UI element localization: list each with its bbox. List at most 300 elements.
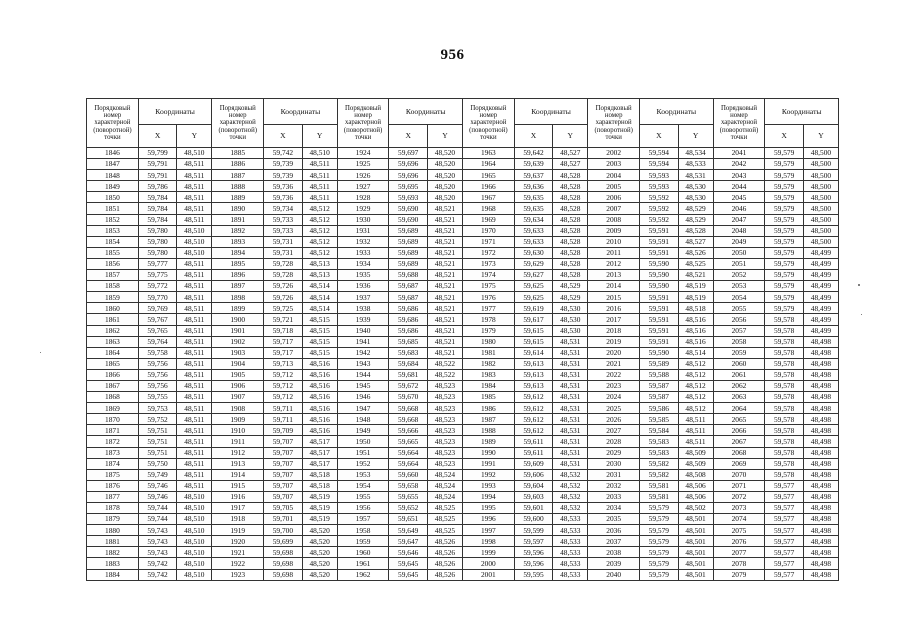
y-coordinate-cell: 48,511 <box>177 458 212 469</box>
point-number-cell: 1942 <box>337 347 389 358</box>
y-coordinate-cell: 48,521 <box>427 225 462 236</box>
point-number-cell: 1857 <box>87 270 139 281</box>
x-coordinate-cell: 59,578 <box>765 380 803 391</box>
x-coordinate-cell: 59,651 <box>389 514 427 525</box>
x-coordinate-cell: 59,743 <box>138 536 176 547</box>
table-row <box>87 436 839 447</box>
point-number-cell: 1894 <box>212 247 264 258</box>
point-number-cell: 2012 <box>588 258 640 269</box>
point-number-cell: 1976 <box>462 292 514 303</box>
table-row <box>87 192 839 203</box>
point-number-cell: 1913 <box>212 458 264 469</box>
y-coordinate-cell: 48,526 <box>427 569 462 580</box>
point-number-cell: 2079 <box>713 569 765 580</box>
x-coordinate-cell: 59,664 <box>389 447 427 458</box>
x-coordinate-cell: 59,579 <box>765 214 803 225</box>
y-coordinate-cell: 48,516 <box>678 325 713 336</box>
point-number-cell: 1983 <box>462 369 514 380</box>
y-coordinate-cell: 48,513 <box>302 270 337 281</box>
coordinates-header: Координаты <box>264 99 337 125</box>
x-coordinate-cell: 59,666 <box>389 425 427 436</box>
y-coordinate-cell: 48,516 <box>302 414 337 425</box>
point-number-cell: 1864 <box>87 347 139 358</box>
point-number-cell: 2014 <box>588 281 640 292</box>
x-coordinate-cell: 59,746 <box>138 491 176 502</box>
point-number-cell: 1861 <box>87 314 139 325</box>
point-number-cell: 1958 <box>337 525 389 536</box>
point-number-cell: 1862 <box>87 325 139 336</box>
y-coordinate-cell: 48,509 <box>678 447 713 458</box>
y-coordinate-cell: 48,511 <box>177 303 212 314</box>
y-header: Y <box>678 125 713 148</box>
point-number-cell: 1912 <box>212 447 264 458</box>
x-coordinate-cell: 59,645 <box>389 569 427 580</box>
y-coordinate-cell: 48,528 <box>553 181 588 192</box>
x-coordinate-cell: 59,578 <box>765 458 803 469</box>
y-coordinate-cell: 48,530 <box>553 314 588 325</box>
x-coordinate-cell: 59,645 <box>389 558 427 569</box>
y-coordinate-cell: 48,498 <box>803 369 838 380</box>
x-coordinate-cell: 59,577 <box>765 536 803 547</box>
table-row <box>87 536 839 547</box>
y-coordinate-cell: 48,521 <box>427 236 462 247</box>
x-coordinate-cell: 59,579 <box>765 292 803 303</box>
point-number-cell: 1852 <box>87 214 139 225</box>
y-coordinate-cell: 48,511 <box>302 181 337 192</box>
point-number-cell: 1856 <box>87 258 139 269</box>
x-coordinate-cell: 59,604 <box>514 480 552 491</box>
table-body <box>87 148 839 581</box>
x-coordinate-cell: 59,581 <box>640 480 678 491</box>
y-coordinate-cell: 48,501 <box>678 558 713 569</box>
y-coordinate-cell: 48,531 <box>553 369 588 380</box>
x-coordinate-cell: 59,687 <box>389 292 427 303</box>
point-number-cell: 1948 <box>337 414 389 425</box>
x-coordinate-cell: 59,672 <box>389 380 427 391</box>
x-coordinate-cell: 59,579 <box>765 170 803 181</box>
x-coordinate-cell: 59,670 <box>389 392 427 403</box>
y-coordinate-cell: 48,508 <box>678 469 713 480</box>
y-coordinate-cell: 48,521 <box>427 292 462 303</box>
point-number-cell: 1884 <box>87 569 139 580</box>
x-coordinate-cell: 59,698 <box>264 558 302 569</box>
y-coordinate-cell: 48,500 <box>803 203 838 214</box>
y-coordinate-cell: 48,510 <box>177 547 212 558</box>
y-coordinate-cell: 48,511 <box>177 203 212 214</box>
y-coordinate-cell: 48,527 <box>553 159 588 170</box>
y-coordinate-cell: 48,521 <box>427 203 462 214</box>
x-coordinate-cell: 59,592 <box>640 214 678 225</box>
point-number-cell: 2072 <box>713 491 765 502</box>
point-number-cell: 2058 <box>713 336 765 347</box>
y-coordinate-cell: 48,510 <box>177 148 212 159</box>
point-number-cell: 1981 <box>462 347 514 358</box>
point-number-cell: 2040 <box>588 569 640 580</box>
x-coordinate-cell: 59,591 <box>640 336 678 347</box>
point-number-cell: 2064 <box>713 403 765 414</box>
x-coordinate-cell: 59,712 <box>264 369 302 380</box>
x-coordinate-cell: 59,686 <box>389 314 427 325</box>
point-number-cell: 1860 <box>87 303 139 314</box>
y-header: Y <box>427 125 462 148</box>
x-coordinate-cell: 59,690 <box>389 203 427 214</box>
x-coordinate-cell: 59,629 <box>514 258 552 269</box>
point-number-cell: 1868 <box>87 392 139 403</box>
x-coordinate-cell: 59,589 <box>640 358 678 369</box>
y-coordinate-cell: 48,498 <box>803 436 838 447</box>
x-coordinate-cell: 59,751 <box>138 436 176 447</box>
y-coordinate-cell: 48,512 <box>678 380 713 391</box>
point-number-cell: 2063 <box>713 392 765 403</box>
coordinates-header: Координаты <box>640 99 713 125</box>
x-coordinate-cell: 59,582 <box>640 469 678 480</box>
x-coordinate-cell: 59,600 <box>514 514 552 525</box>
y-coordinate-cell: 48,509 <box>678 458 713 469</box>
y-coordinate-cell: 48,511 <box>177 314 212 325</box>
point-number-cell: 1996 <box>462 514 514 525</box>
y-coordinate-cell: 48,516 <box>302 380 337 391</box>
y-coordinate-cell: 48,528 <box>553 225 588 236</box>
y-coordinate-cell: 48,514 <box>302 281 337 292</box>
point-number-cell: 1926 <box>337 170 389 181</box>
y-coordinate-cell: 48,511 <box>177 436 212 447</box>
x-coordinate-cell: 59,591 <box>640 325 678 336</box>
x-header: X <box>264 125 302 148</box>
table-row <box>87 569 839 580</box>
point-number-cell: 2026 <box>588 414 640 425</box>
x-coordinate-cell: 59,578 <box>765 469 803 480</box>
y-coordinate-cell: 48,501 <box>678 525 713 536</box>
x-coordinate-cell: 59,668 <box>389 403 427 414</box>
x-coordinate-cell: 59,582 <box>640 458 678 469</box>
x-coordinate-cell: 59,784 <box>138 203 176 214</box>
point-number-cell: 1977 <box>462 303 514 314</box>
x-coordinate-cell: 59,578 <box>765 447 803 458</box>
x-coordinate-cell: 59,579 <box>640 569 678 580</box>
point-number-cell: 1963 <box>462 148 514 159</box>
y-coordinate-cell: 48,512 <box>678 358 713 369</box>
y-coordinate-cell: 48,511 <box>177 281 212 292</box>
point-number-cell: 1890 <box>212 203 264 214</box>
y-coordinate-cell: 48,517 <box>302 458 337 469</box>
y-coordinate-cell: 48,500 <box>803 181 838 192</box>
point-number-cell: 1933 <box>337 247 389 258</box>
x-coordinate-cell: 59,726 <box>264 292 302 303</box>
x-coordinate-cell: 59,770 <box>138 292 176 303</box>
x-coordinate-cell: 59,578 <box>765 314 803 325</box>
x-coordinate-cell: 59,751 <box>138 447 176 458</box>
x-coordinate-cell: 59,721 <box>264 314 302 325</box>
y-coordinate-cell: 48,520 <box>427 192 462 203</box>
point-number-cell: 2061 <box>713 369 765 380</box>
point-number-cell: 1934 <box>337 258 389 269</box>
y-coordinate-cell: 48,525 <box>678 258 713 269</box>
point-number-cell: 2018 <box>588 325 640 336</box>
y-coordinate-cell: 48,522 <box>427 358 462 369</box>
y-coordinate-cell: 48,530 <box>553 325 588 336</box>
y-coordinate-cell: 48,531 <box>553 414 588 425</box>
x-coordinate-cell: 59,734 <box>264 203 302 214</box>
x-coordinate-cell: 59,658 <box>389 480 427 491</box>
x-coordinate-cell: 59,705 <box>264 503 302 514</box>
y-coordinate-cell: 48,500 <box>803 236 838 247</box>
y-coordinate-cell: 48,521 <box>427 303 462 314</box>
y-coordinate-cell: 48,511 <box>177 392 212 403</box>
x-coordinate-cell: 59,746 <box>138 480 176 491</box>
y-coordinate-cell: 48,515 <box>302 347 337 358</box>
x-coordinate-cell: 59,707 <box>264 447 302 458</box>
y-coordinate-cell: 48,498 <box>803 558 838 569</box>
point-number-cell: 1914 <box>212 469 264 480</box>
point-number-cell: 2008 <box>588 214 640 225</box>
x-coordinate-cell: 59,590 <box>640 281 678 292</box>
y-coordinate-cell: 48,516 <box>678 314 713 325</box>
y-coordinate-cell: 48,529 <box>678 214 713 225</box>
y-coordinate-cell: 48,511 <box>678 425 713 436</box>
point-number-cell: 1941 <box>337 336 389 347</box>
point-number-cell: 2043 <box>713 170 765 181</box>
point-number-cell: 1875 <box>87 469 139 480</box>
y-coordinate-cell: 48,524 <box>427 469 462 480</box>
x-coordinate-cell: 59,786 <box>138 181 176 192</box>
table-row <box>87 181 839 192</box>
point-number-cell: 2030 <box>588 458 640 469</box>
y-coordinate-cell: 48,517 <box>302 436 337 447</box>
point-number-header: Порядковый номер характерной (поворотной) точки <box>713 99 765 148</box>
point-number-cell: 2055 <box>713 303 765 314</box>
y-coordinate-cell: 48,511 <box>177 480 212 491</box>
point-number-cell: 1974 <box>462 270 514 281</box>
x-coordinate-cell: 59,579 <box>765 225 803 236</box>
x-header: X <box>640 125 678 148</box>
y-coordinate-cell: 48,498 <box>803 525 838 536</box>
table-row <box>87 247 839 258</box>
point-number-cell: 1990 <box>462 447 514 458</box>
y-coordinate-cell: 48,498 <box>803 469 838 480</box>
y-coordinate-cell: 48,506 <box>678 480 713 491</box>
point-number-cell: 1916 <box>212 491 264 502</box>
point-number-cell: 1944 <box>337 369 389 380</box>
point-number-cell: 1855 <box>87 247 139 258</box>
x-coordinate-cell: 59,577 <box>765 503 803 514</box>
point-number-cell: 1997 <box>462 525 514 536</box>
table-row <box>87 159 839 170</box>
table-row <box>87 403 839 414</box>
x-coordinate-cell: 59,619 <box>514 303 552 314</box>
table-row <box>87 214 839 225</box>
x-coordinate-cell: 59,683 <box>389 347 427 358</box>
x-coordinate-cell: 59,685 <box>389 336 427 347</box>
x-coordinate-cell: 59,579 <box>640 558 678 569</box>
y-coordinate-cell: 48,514 <box>302 303 337 314</box>
y-coordinate-cell: 48,521 <box>427 214 462 225</box>
point-number-cell: 1887 <box>212 170 264 181</box>
x-coordinate-cell: 59,698 <box>264 547 302 558</box>
x-coordinate-cell: 59,752 <box>138 414 176 425</box>
point-number-cell: 1851 <box>87 203 139 214</box>
x-coordinate-cell: 59,688 <box>389 270 427 281</box>
point-number-cell: 1957 <box>337 514 389 525</box>
point-number-cell: 2017 <box>588 314 640 325</box>
x-coordinate-cell: 59,780 <box>138 247 176 258</box>
point-number-cell: 1971 <box>462 236 514 247</box>
point-number-cell: 2038 <box>588 547 640 558</box>
x-coordinate-cell: 59,755 <box>138 392 176 403</box>
x-coordinate-cell: 59,728 <box>264 258 302 269</box>
y-coordinate-cell: 48,521 <box>427 247 462 258</box>
coordinates-header: Координаты <box>765 99 839 125</box>
x-coordinate-cell: 59,637 <box>514 170 552 181</box>
point-number-cell: 1984 <box>462 380 514 391</box>
point-number-cell: 1906 <box>212 380 264 391</box>
y-coordinate-cell: 48,498 <box>803 458 838 469</box>
point-number-cell: 1967 <box>462 192 514 203</box>
x-coordinate-cell: 59,689 <box>389 225 427 236</box>
x-coordinate-cell: 59,579 <box>765 181 803 192</box>
x-coordinate-cell: 59,707 <box>264 469 302 480</box>
x-coordinate-cell: 59,784 <box>138 214 176 225</box>
y-coordinate-cell: 48,498 <box>803 447 838 458</box>
x-coordinate-cell: 59,596 <box>514 547 552 558</box>
point-number-cell: 1874 <box>87 458 139 469</box>
y-coordinate-cell: 48,531 <box>553 403 588 414</box>
x-coordinate-cell: 59,764 <box>138 336 176 347</box>
y-coordinate-cell: 48,532 <box>553 469 588 480</box>
y-coordinate-cell: 48,528 <box>553 192 588 203</box>
scan-speck <box>40 352 41 353</box>
y-coordinate-cell: 48,528 <box>678 225 713 236</box>
point-number-cell: 1975 <box>462 281 514 292</box>
point-number-cell: 1939 <box>337 314 389 325</box>
y-coordinate-cell: 48,511 <box>678 414 713 425</box>
point-number-cell: 1915 <box>212 480 264 491</box>
y-coordinate-cell: 48,498 <box>803 414 838 425</box>
x-coordinate-cell: 59,707 <box>264 480 302 491</box>
x-coordinate-cell: 59,583 <box>640 436 678 447</box>
point-number-cell: 1947 <box>337 403 389 414</box>
x-coordinate-cell: 59,587 <box>640 380 678 391</box>
x-coordinate-cell: 59,775 <box>138 270 176 281</box>
table-row <box>87 347 839 358</box>
table-row <box>87 270 839 281</box>
y-coordinate-cell: 48,523 <box>427 447 462 458</box>
y-coordinate-cell: 48,530 <box>678 181 713 192</box>
y-coordinate-cell: 48,511 <box>177 192 212 203</box>
y-coordinate-cell: 48,510 <box>177 558 212 569</box>
point-number-cell: 2004 <box>588 170 640 181</box>
y-coordinate-cell: 48,523 <box>427 436 462 447</box>
point-number-cell: 2068 <box>713 447 765 458</box>
point-number-cell: 1858 <box>87 281 139 292</box>
x-coordinate-cell: 59,780 <box>138 225 176 236</box>
x-coordinate-cell: 59,731 <box>264 236 302 247</box>
point-number-cell: 1994 <box>462 491 514 502</box>
point-number-cell: 1891 <box>212 214 264 225</box>
y-coordinate-cell: 48,511 <box>177 170 212 181</box>
x-coordinate-cell: 59,686 <box>389 325 427 336</box>
x-coordinate-cell: 59,681 <box>389 369 427 380</box>
y-coordinate-cell: 48,512 <box>302 203 337 214</box>
point-number-cell: 2065 <box>713 414 765 425</box>
y-coordinate-cell: 48,512 <box>678 403 713 414</box>
x-coordinate-cell: 59,595 <box>514 569 552 580</box>
x-coordinate-cell: 59,606 <box>514 469 552 480</box>
point-number-cell: 1979 <box>462 325 514 336</box>
point-number-cell: 1899 <box>212 303 264 314</box>
y-coordinate-cell: 48,520 <box>427 159 462 170</box>
point-number-header: Порядковый номер характерной (поворотной) точки <box>337 99 389 148</box>
x-coordinate-cell: 59,725 <box>264 303 302 314</box>
y-coordinate-cell: 48,528 <box>553 203 588 214</box>
table-row <box>87 303 839 314</box>
table-row <box>87 325 839 336</box>
point-number-cell: 2011 <box>588 247 640 258</box>
point-number-cell: 1873 <box>87 447 139 458</box>
y-coordinate-cell: 48,511 <box>177 336 212 347</box>
point-number-cell: 2047 <box>713 214 765 225</box>
table-header <box>87 99 839 148</box>
point-number-cell: 2037 <box>588 536 640 547</box>
y-coordinate-cell: 48,521 <box>678 270 713 281</box>
x-coordinate-cell: 59,689 <box>389 247 427 258</box>
point-number-cell: 1959 <box>337 536 389 547</box>
x-coordinate-cell: 59,687 <box>389 281 427 292</box>
point-number-cell: 1962 <box>337 569 389 580</box>
x-coordinate-cell: 59,701 <box>264 514 302 525</box>
y-coordinate-cell: 48,511 <box>177 214 212 225</box>
y-coordinate-cell: 48,511 <box>177 469 212 480</box>
table-row <box>87 369 839 380</box>
x-coordinate-cell: 59,592 <box>640 203 678 214</box>
y-coordinate-cell: 48,523 <box>427 380 462 391</box>
x-coordinate-cell: 59,739 <box>264 159 302 170</box>
y-coordinate-cell: 48,498 <box>803 403 838 414</box>
table-row <box>87 480 839 491</box>
y-coordinate-cell: 48,499 <box>803 270 838 281</box>
y-coordinate-cell: 48,523 <box>427 458 462 469</box>
point-number-cell: 1917 <box>212 503 264 514</box>
table-row <box>87 236 839 247</box>
x-coordinate-cell: 59,690 <box>389 214 427 225</box>
point-number-cell: 1897 <box>212 281 264 292</box>
point-number-cell: 1950 <box>337 436 389 447</box>
y-coordinate-cell: 48,531 <box>553 336 588 347</box>
y-coordinate-cell: 48,498 <box>803 480 838 491</box>
y-coordinate-cell: 48,516 <box>302 358 337 369</box>
point-number-cell: 1854 <box>87 236 139 247</box>
x-coordinate-cell: 59,577 <box>765 569 803 580</box>
y-coordinate-cell: 48,519 <box>302 503 337 514</box>
point-number-cell: 1866 <box>87 369 139 380</box>
x-coordinate-cell: 59,612 <box>514 414 552 425</box>
point-number-cell: 2050 <box>713 247 765 258</box>
x-coordinate-cell: 59,791 <box>138 159 176 170</box>
point-number-cell: 1949 <box>337 425 389 436</box>
point-number-cell: 2039 <box>588 558 640 569</box>
point-number-cell: 2074 <box>713 514 765 525</box>
point-number-cell: 1859 <box>87 292 139 303</box>
point-number-cell: 2062 <box>713 380 765 391</box>
x-coordinate-cell: 59,753 <box>138 403 176 414</box>
point-number-cell: 1919 <box>212 525 264 536</box>
x-coordinate-cell: 59,591 <box>640 236 678 247</box>
y-coordinate-cell: 48,511 <box>302 159 337 170</box>
x-coordinate-cell: 59,767 <box>138 314 176 325</box>
x-coordinate-cell: 59,693 <box>389 192 427 203</box>
x-coordinate-cell: 59,585 <box>640 414 678 425</box>
x-coordinate-cell: 59,665 <box>389 436 427 447</box>
y-coordinate-cell: 48,528 <box>553 258 588 269</box>
